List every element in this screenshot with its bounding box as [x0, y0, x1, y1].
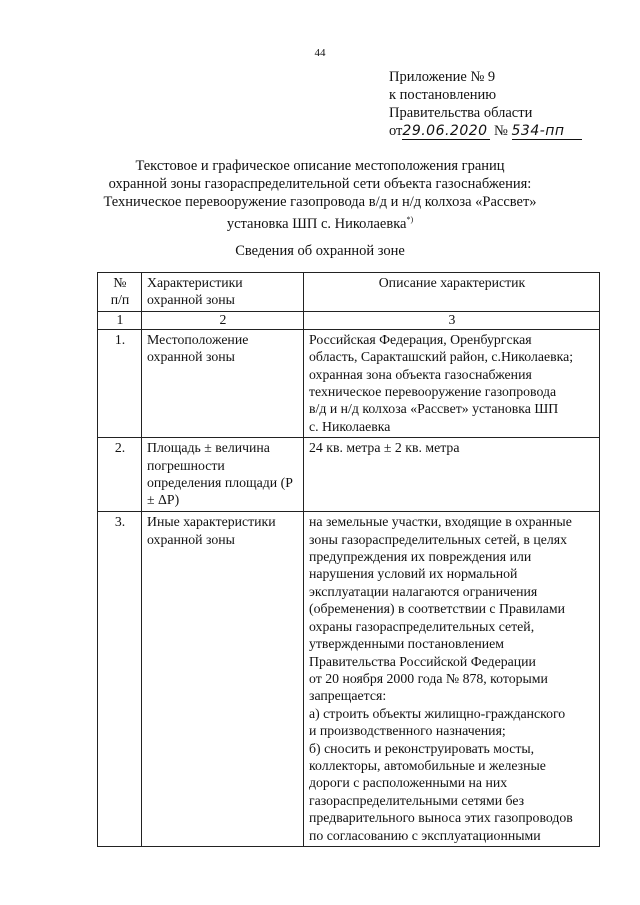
- header-num-line-1: №: [113, 275, 127, 290]
- row-1-desc-line: техническое перевооружение газопровода: [309, 384, 557, 400]
- header-description: Описание характеристик: [304, 273, 600, 312]
- column-number-1: 1: [98, 311, 142, 329]
- row-3-desc-line: охраны газораспределительных сетей,: [309, 618, 535, 634]
- title-line-3: Техническое перевооружение газопровода в/д и н/д колхоза «Рассвет»: [103, 194, 537, 210]
- table-row: [98, 329, 600, 437]
- row-2-desc-line: 24 кв. метра ± 2 кв. метра: [309, 440, 460, 456]
- row-3-num: 3.: [98, 512, 142, 847]
- row-3-desc-line: от 20 ноября 2000 года № 878, которыми: [309, 670, 548, 686]
- row-2-num: 2.: [98, 438, 142, 512]
- row-2-characteristic: Площадь ± величина погрешности определения площади (P ± ΔP): [142, 438, 304, 512]
- table-row: [98, 512, 600, 847]
- row-3-desc-line: нарушения условий их нормальной: [309, 566, 518, 582]
- row-3-characteristic: Иные характеристики охранной зоны: [142, 512, 304, 847]
- handwritten-number: 534-пп: [512, 124, 582, 140]
- title-line-4-text: установка ШП с. Николаевка: [226, 215, 407, 232]
- page-number: 44: [314, 47, 326, 59]
- row-3-desc-line: запрещается:: [309, 688, 387, 704]
- header-num: [98, 273, 142, 312]
- title-line-1: Текстовое и графическое описание местоположения границ: [135, 158, 505, 174]
- footnote-mark: *): [406, 215, 414, 224]
- date-prefix: от: [389, 123, 403, 139]
- appendix-date-line: [389, 122, 582, 140]
- row-3-desc-line: Правительства Российской Федерации: [309, 653, 536, 669]
- row-1-description: [304, 329, 600, 437]
- title-line-2: охранной зоны газораспределительной сети объекта газоснабжения:: [108, 176, 532, 192]
- row-3-desc-line: дороги с расположенными на них: [309, 775, 508, 791]
- header-characteristic-line-2: охранной зоны: [147, 292, 235, 308]
- row-3-desc-line: по согласованию с эксплуатационными: [309, 827, 541, 843]
- handwritten-date: 29.06.2020: [402, 124, 490, 140]
- row-1-desc-line: охранная зона объекта газоснабжения: [309, 366, 532, 382]
- row-1-characteristic: Местоположение охранной зоны: [142, 329, 304, 437]
- row-1-desc-line: область, Саракташский район, с.Николаевка;: [309, 349, 574, 365]
- appendix-line-1: Приложение № 9: [389, 69, 496, 85]
- header-characteristic-line-1: Характеристики: [147, 275, 243, 290]
- section-subtitle: Сведения об охранной зоне: [235, 243, 405, 259]
- document-title: [80, 157, 560, 233]
- row-1-desc-line: с. Николаевка: [309, 418, 391, 434]
- row-3-desc-line: и производственного назначения;: [309, 723, 506, 739]
- row-3-desc-line: на земельные участки, входящие в охранные: [309, 514, 572, 530]
- number-prefix: №: [494, 123, 508, 139]
- row-1-desc-line: в/д и н/д колхоза «Рассвет» установка ШП: [309, 401, 559, 417]
- appendix-block: [389, 68, 582, 140]
- row-3-description: [304, 512, 600, 847]
- row-3-desc-line: б) сносить и реконструировать мосты,: [309, 740, 535, 756]
- zone-info-table: [97, 272, 600, 847]
- column-number-2: 2: [142, 311, 304, 329]
- title-line-4: [80, 211, 560, 233]
- row-1-num: 1.: [98, 329, 142, 437]
- table-row: [98, 438, 600, 512]
- table-header-row: [98, 273, 600, 312]
- row-3-desc-line: предупреждения их повреждения или: [309, 549, 532, 565]
- row-3-desc-line: газораспределительными сетями без: [309, 792, 525, 808]
- row-3-desc-line: эксплуатации налагаются ограничения: [309, 583, 538, 599]
- appendix-line-2: к постановлению: [389, 87, 497, 103]
- row-3-desc-line: коллекторы, автомобильные и железные: [309, 757, 546, 773]
- row-3-desc-line: утвержденными постановлением: [309, 636, 504, 652]
- header-characteristic: [142, 273, 304, 312]
- column-number-3: 3: [304, 311, 600, 329]
- row-3-desc-line: (обременения) в соответствии с Правилами: [309, 601, 566, 617]
- row-1-desc-line: Российская Федерация, Оренбургская: [309, 331, 532, 347]
- column-number-row: [98, 311, 600, 329]
- row-3-desc-line: а) строить объекты жилищно-гражданского: [309, 705, 566, 721]
- header-num-line-2: п/п: [110, 292, 130, 308]
- appendix-line-3: Правительства области: [389, 105, 533, 121]
- row-3-desc-line: предварительного выноса этих газопроводов: [309, 810, 573, 826]
- row-3-desc-line: зоны газораспределительных сетей, в целях: [309, 531, 567, 547]
- row-2-description: [304, 438, 600, 512]
